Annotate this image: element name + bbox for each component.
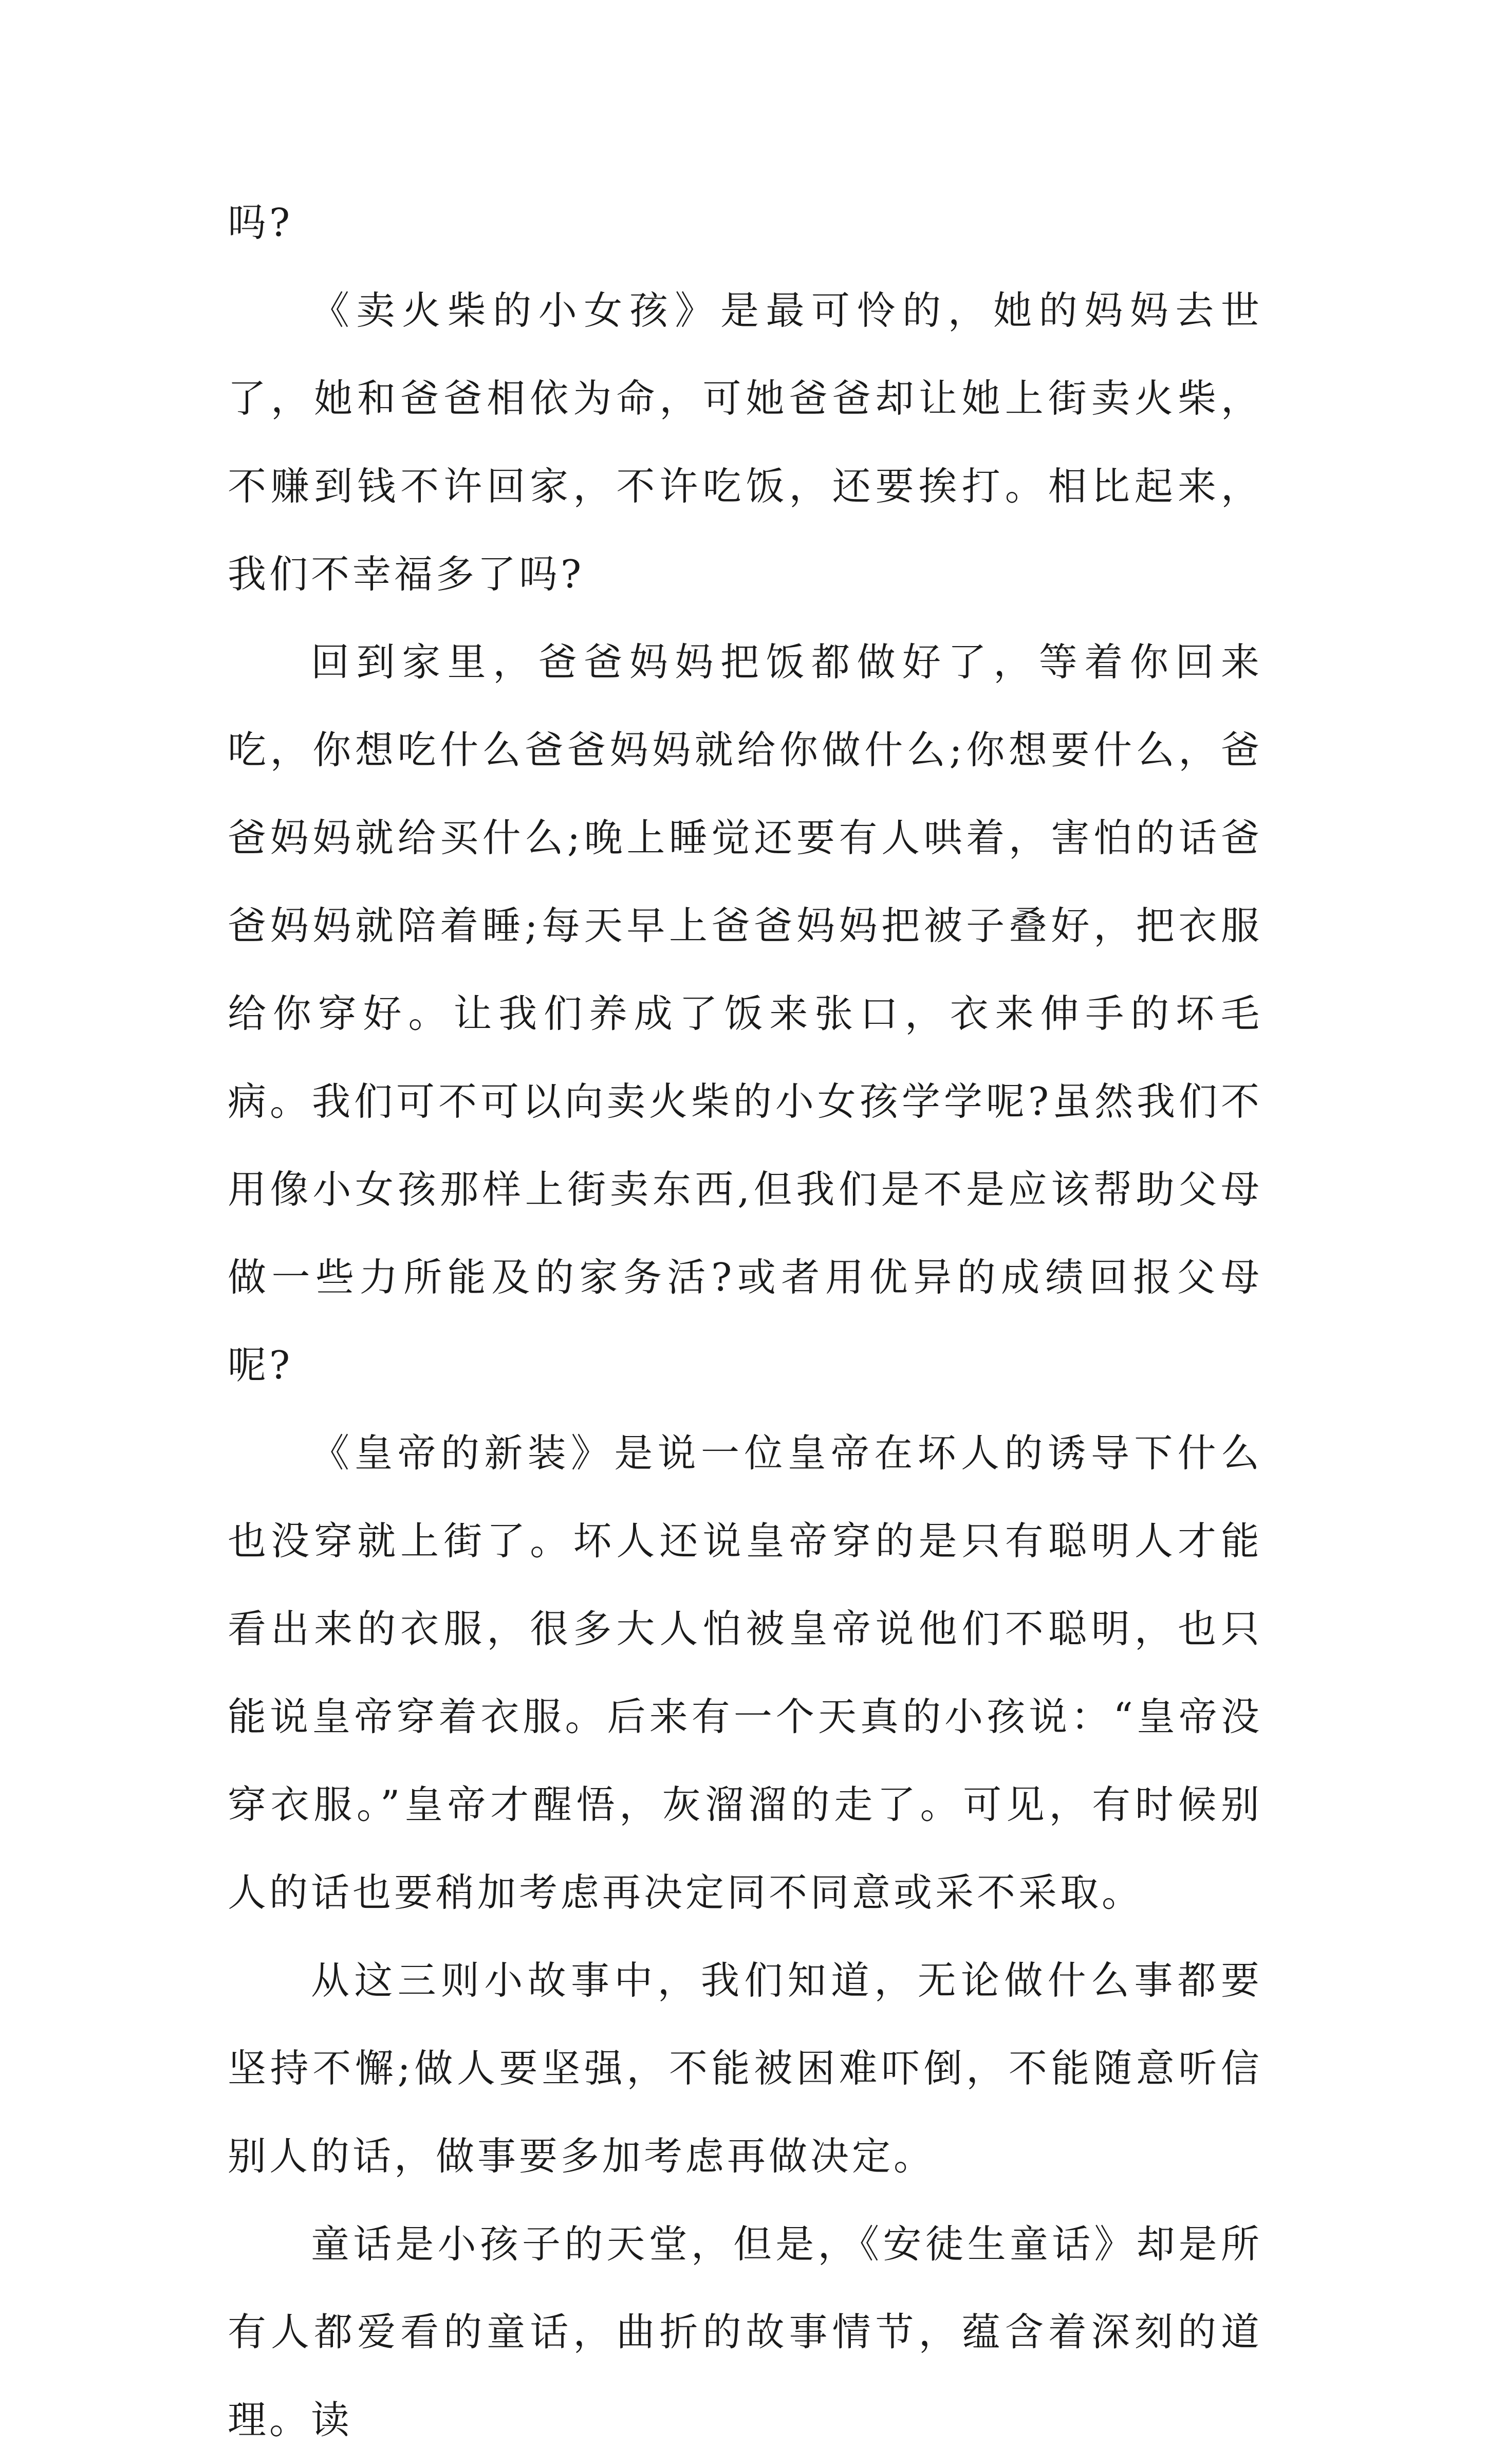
paragraph-home-life: 回到家里，爸爸妈妈把饭都做好了，等着你回来吃，你想吃什么爸爸妈妈就给你做什么;你想要什么，爸爸妈妈就给买什么;晚上睡觉还要有人哄着，害怕的话爸爸妈妈就陪着睡;每天早上爸爸妈妈把被子叠好，把衣服给你穿好。让我们养成了饭来张口，衣来伸手的坏毛病。我们可不可以向卖火柴的小女孩学学呢?虽然我们不用像小女孩那样上街卖东西,但我们是不是应该帮助父母做一些力所能及的家务活?或者用优异的成绩回报父母呢? xyxy=(228,639,1262,1388)
paragraph-continuation: 吗? xyxy=(228,200,293,245)
paragraph-three-stories-summary: 从这三则小故事中，我们知道，无论做什么事都要坚持不懈;做人要坚强，不能被困难吓倒，不能随意听信别人的话，做事要多加考虑再做决定。 xyxy=(228,1958,1262,2179)
body-text xyxy=(228,179,1262,2464)
paragraph-emperor-new-clothes: 《皇帝的新装》是说一位皇帝在坏人的诱导下什么也没穿就上街了。坏人还说皇帝穿的是只有聪明人才能看出来的衣服，很多大人怕被皇帝说他们不聪明，也只能说皇帝穿着衣服。后来有一个天真的小孩说：“皇帝没穿衣服。”皇帝才醒悟，灰溜溜的走了。可见，有时候别人的话也要稍加考虑再决定同不同意或采不采取。 xyxy=(228,1430,1262,1915)
paragraph-andersen-fairy-tales: 童话是小孩子的天堂，但是，《安徒生童话》却是所有人都爱看的童话，曲折的故事情节，蕴含着深刻的道理。读 xyxy=(228,2221,1262,2442)
paragraph-match-girl: 《卖火柴的小女孩》是最可怜的，她的妈妈去世了，她和爸爸相依为命，可她爸爸却让她上街卖火柴，不赚到钱不许回家，不许吃饭，还要挨打。相比起来，我们不幸福多了吗? xyxy=(228,288,1262,597)
